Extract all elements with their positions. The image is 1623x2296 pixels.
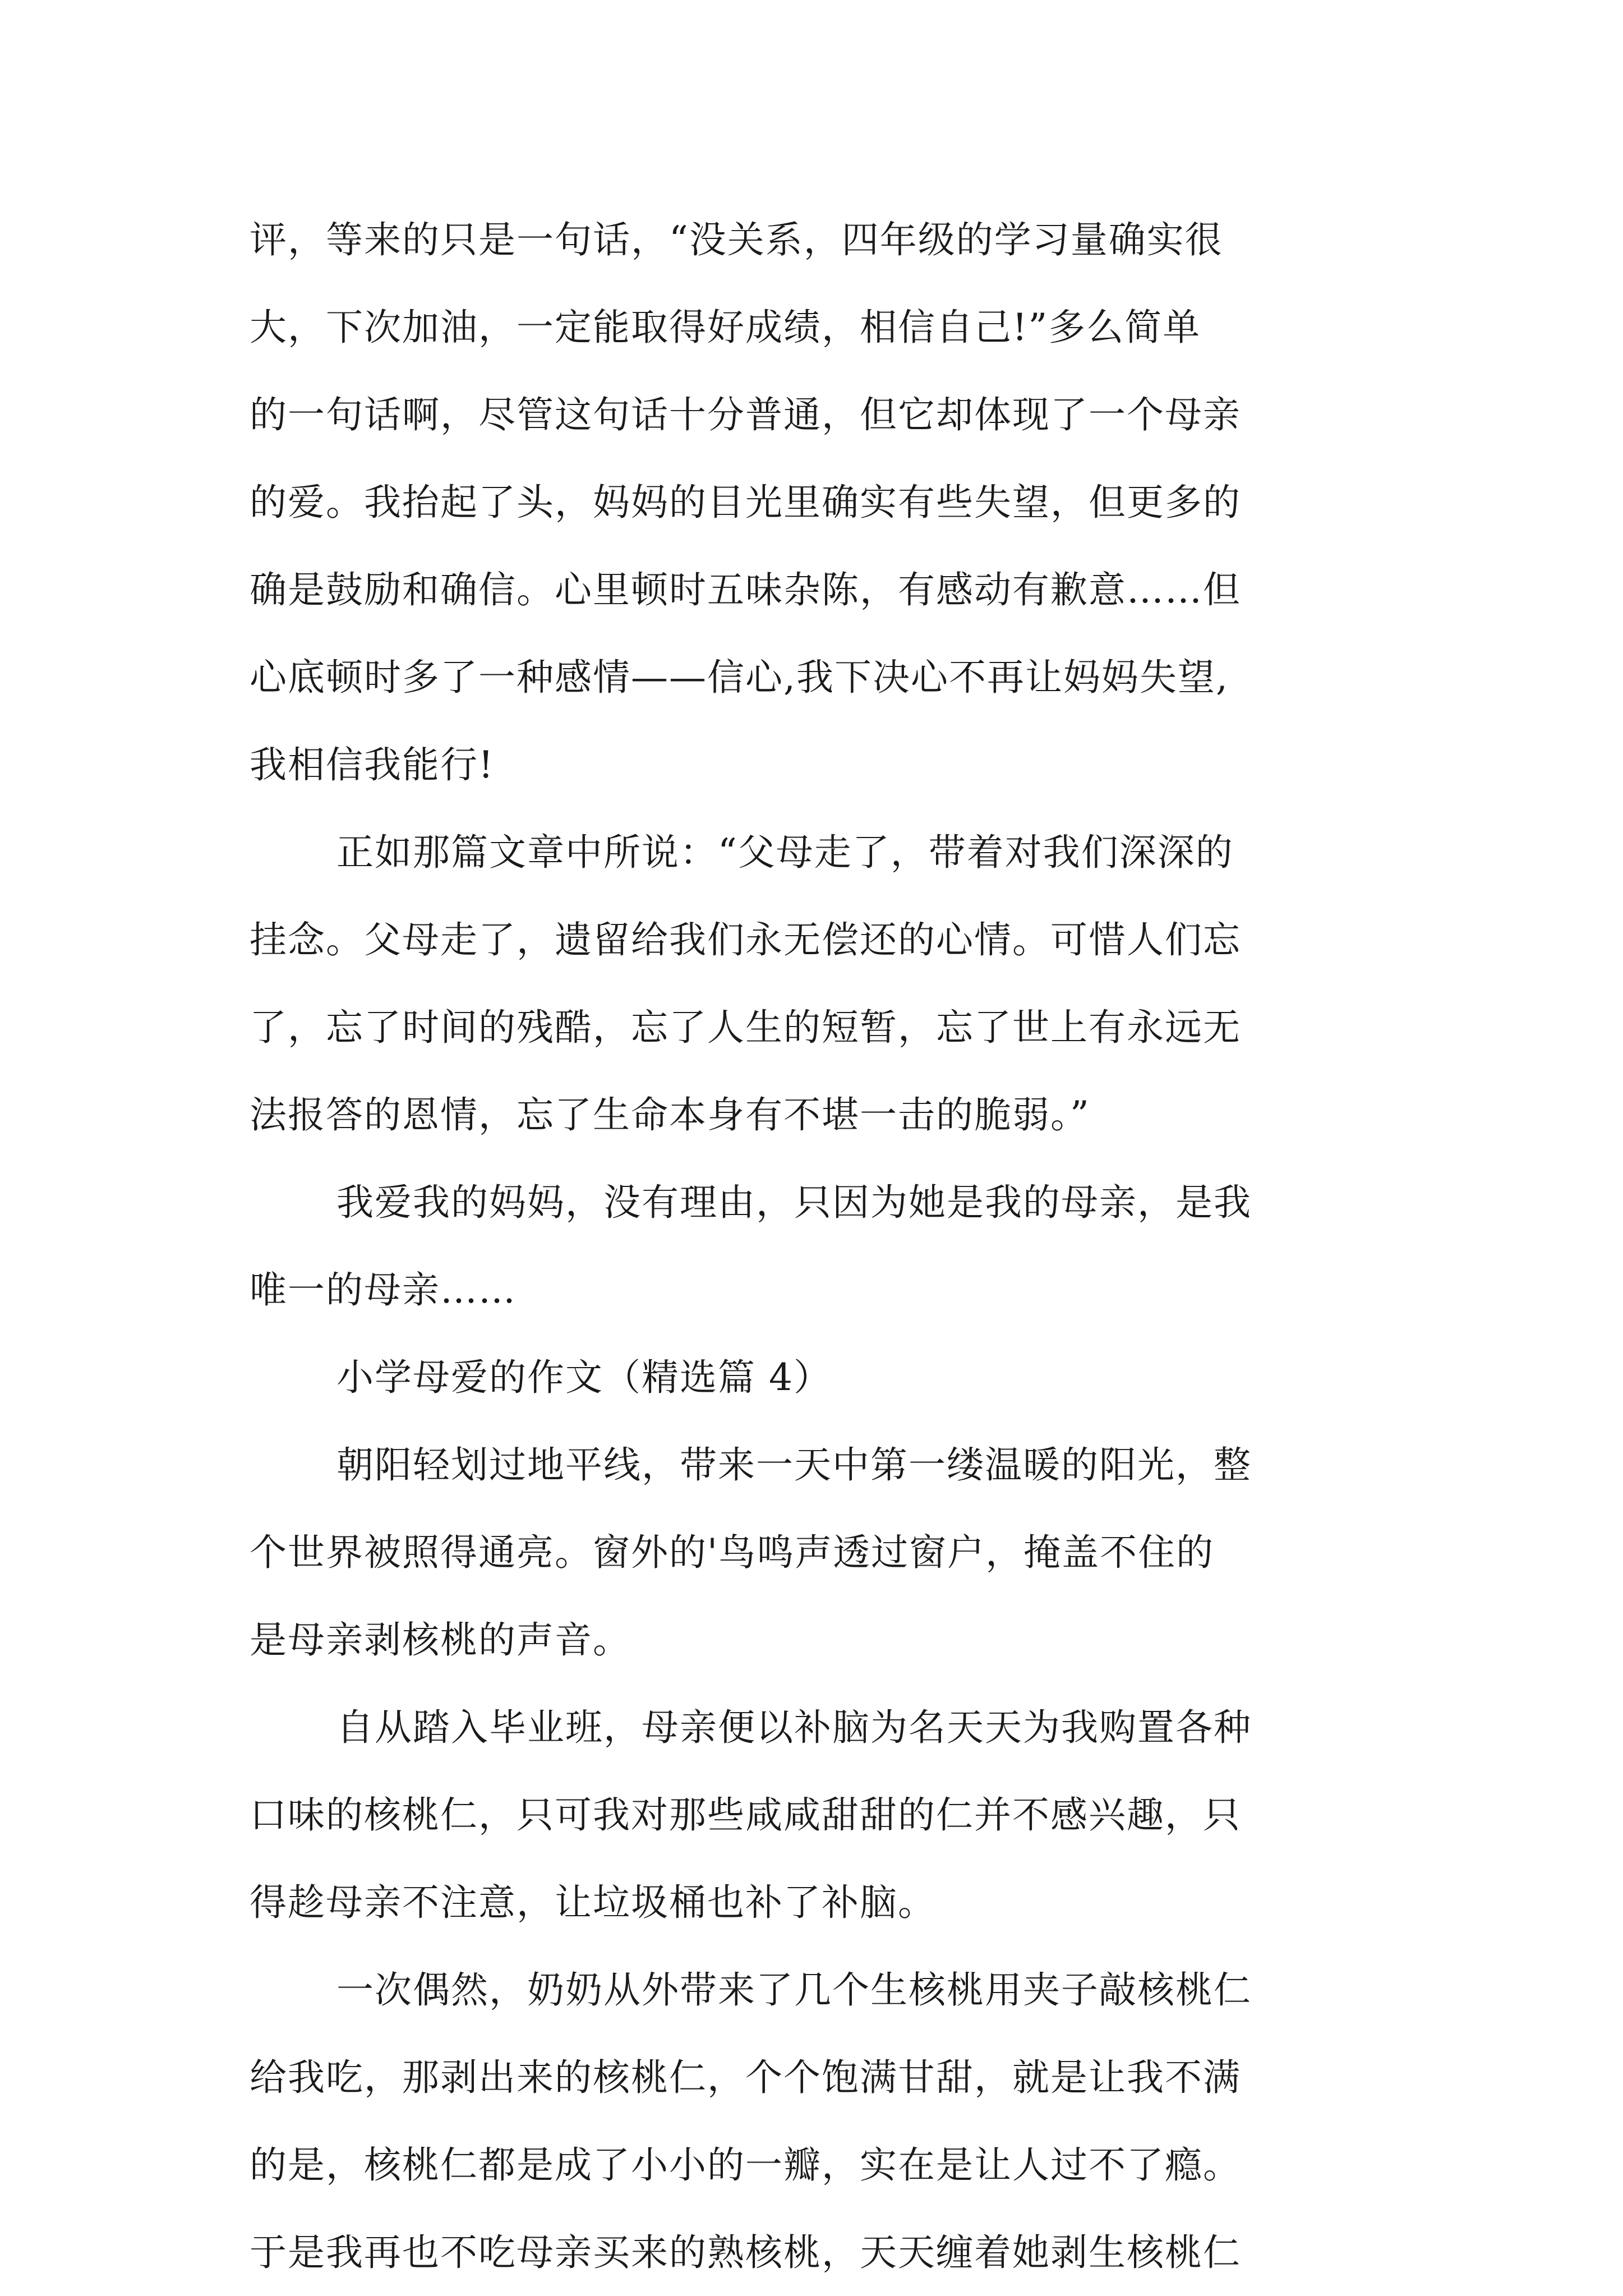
body-text-line: 口味的核桃仁，只可我对那些咸咸甜甜的仁并不感兴趣，只 <box>250 1793 1241 1837</box>
body-text-line: 给我吃，那剥出来的核桃仁，个个饱满甘甜，就是让我不满 <box>250 2056 1241 2099</box>
paragraph-first-line: 朝阳轻划过地平线，带来一天中第一缕温暖的阳光，整 <box>336 1443 1252 1487</box>
section-heading: 小学母爱的作文（精选篇 4） <box>336 1356 832 1399</box>
body-text-line: 大，下次加油，一定能取得好成绩，相信自己!”多么简单 <box>250 306 1201 349</box>
body-text-line: 的是，核桃仁都是成了小小的一瓣，实在是让人过不了瘾。 <box>250 2143 1241 2187</box>
body-text-line: 是母亲剥核桃的声音。 <box>250 1618 631 1662</box>
body-text-line: 了，忘了时间的残酷，忘了人生的短暂，忘了世上有永远无 <box>250 1006 1241 1049</box>
body-text-line: 个世界被照得通亮。窗外的'鸟鸣声透过窗户，掩盖不住的 <box>250 1531 1215 1574</box>
body-text-line: 法报答的恩情，忘了生命本身有不堪一击的脆弱。” <box>250 1093 1090 1137</box>
body-text-line: 于是我再也不吃母亲买来的熟核桃，天天缠着她剥生核桃仁 <box>250 2231 1241 2274</box>
body-text-line: 确是鼓励和确信。心里顿时五味杂陈，有感动有歉意……但 <box>250 568 1241 611</box>
body-text-line: 心底顿时多了一种感情——信心,我下决心不再让妈妈失望, <box>250 656 1229 699</box>
body-text-line: 评，等来的只是一句话，“没关系，四年级的学习量确实很 <box>250 218 1223 261</box>
body-text-line: 得趁母亲不注意，让垃圾桶也补了补脑。 <box>250 1881 936 1924</box>
paragraph-first-line: 自从踏入毕业班，母亲便以补脑为名天天为我购置各种 <box>336 1706 1252 1749</box>
body-text-line: 的一句话啊，尽管这句话十分普通，但它却体现了一个母亲 <box>250 393 1241 436</box>
paragraph-first-line: 正如那篇文章中所说：“父母走了，带着对我们深深的 <box>336 831 1234 874</box>
paragraph-first-line: 一次偶然，奶奶从外带来了几个生核桃用夹子敲核桃仁 <box>336 1968 1252 2012</box>
body-text-line: 唯一的母亲…… <box>250 1268 517 1312</box>
body-text-line: 的爱。我抬起了头，妈妈的目光里确实有些失望，但更多的 <box>250 481 1241 524</box>
paragraph-first-line: 我爱我的妈妈，没有理由，只因为她是我的母亲，是我 <box>336 1181 1252 1224</box>
body-text-line: 我相信我能行! <box>250 743 495 786</box>
body-text-line: 挂念。父母走了，遗留给我们永无偿还的心情。可惜人们忘 <box>250 918 1241 961</box>
